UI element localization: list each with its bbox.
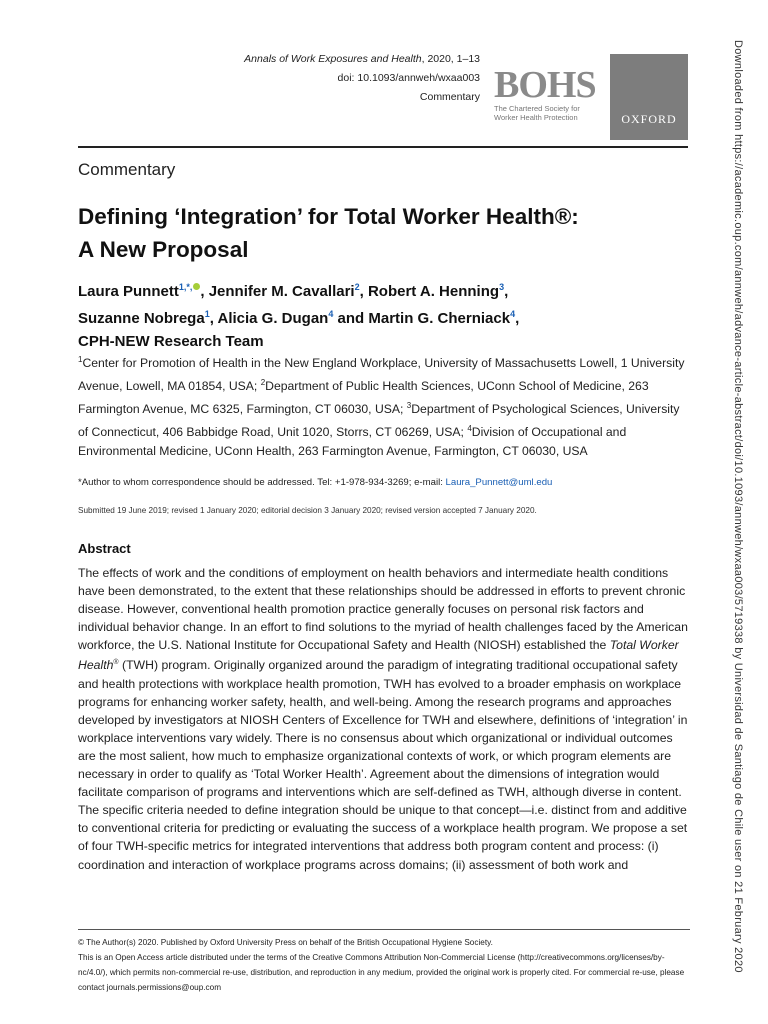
affiliation-marker[interactable]: 4 [510,309,516,319]
email-link[interactable]: Laura_Punnett@uml.edu [445,477,553,488]
journal-volume: , 2020, 1–13 [421,53,480,65]
author-name[interactable]: and Martin G. Cherniack [333,310,511,327]
copyright-line: © The Author(s) 2020. Published by Oxford University Press on behalf of the British Occupational Hygiene Society. [78,938,493,947]
affiliations: $^1$Center for Promotion of Health in the New England Workplace, University of Massachusetts Lowell, 1 University Avenue, Lowell, MA 01854, USA; $^2$Department of Public Health Sciences, UConn School of Medicine, 263 Farmington Avenue, MC 6325, Farmington, CT 06030, USA; $^3$Department of Psychological Sciences, University of Connecticut, 406 Babbidge Road, Unit 1020, Storrs, CT 06269, USA; $^4$Division of Occupational and Environmental Medicine, UConn Health, 263 Farmington Avenue, Farmington, CT 06030, USA [78,355,685,459]
license-text: This is an Open Access article distributed under the terms of the Creative Commons Attribution Non-Commercial License (http://creativecommons.org/licenses/by-nc/4.0/), which permits non-commercial re-use, distribution, and reproduction in any medium, provided the original work is properly cited. For commercial re-use, please contact journals.permissions@oup.com [78,953,685,992]
download-note-text[interactable]: Downloaded from https://academic.oup.com/annweh/advance-article-abstract/doi/10.1093/annweh/wxaa003/5719338 by Universidad de Santiago de Chile user on 21 February 2020 [732,40,744,973]
author-name[interactable]: , Alicia G. Dugan [209,310,329,327]
oxford-logo [610,54,688,140]
publisher-name: OXFORD [621,112,677,126]
doi[interactable]: doi: 10.1093/annweh/wxaa003 [337,72,480,84]
affiliation-marker[interactable]: 2 [354,282,360,292]
correspondence-note: *Author to whom correspondence should be addressed. Tel: +1-978-934-3269; e-mail: Laura_Punnett@uml.edu [78,477,553,488]
article-title: Defining ‘Integration’ for Total Worker Health®: A New Proposal [78,204,579,262]
affiliation-marker[interactable]: 3 [499,282,505,292]
affiliation-marker[interactable]: 1,*, [178,282,193,292]
article-type: Commentary [419,91,480,103]
abstract-text: The effects of work and the conditions of employment on health behaviors and intermediate health conditions have been demonstrated, to the extent that these relationships should be addressed in efforts to prevent chronic disease. However, conventional health promotion practice generally focuses on personal risk factors and individual behavior change. In an effort to find solutions to the myriad of health challenges faced by the American workforce, the U.S. National Institute for Occupational Safety and Health (NIOSH) established the Total Worker Health® (TWH) program. Originally organized around the paradigm of integrating traditional occupational safety and health protections with workplace health promotion, TWH has evolved to a broader emphasis on workplace programs for enhancing worker safety, health, and well-being. Among the research programs and approaches developed by investigators at NIOSH Centers of Excellence for TWH and elsewhere, definitions of ‘integration’ in workplace interventions vary widely. There is no consensus about which organizational or individual outcomes are the most salient, how much to emphasize organizational contexts of work, or which program elements are necessary in order to qualify as ‘Total Worker Health’. Agreement about the dimensions of integration would facilitate comparison of programs and interventions which are self-defined as TWH, although diverse in content. The specific criteria needed to define integration should be unique to that concept—i.e. distinct from and additive to conventional criteria for predicting or evaluating the success of a workplace health program. We propose a set of four TWH-specific metrics for integrated interventions that address both program content and process: (i) coordination and interaction of workplace programs across domains; (ii) assessment of both work and [78,566,688,872]
abstract-heading: Abstract [78,541,131,556]
section-label: Commentary [78,160,176,179]
journal-name: Annals of Work Exposures and Health [244,53,422,65]
affiliation-marker[interactable]: 4 [328,309,334,319]
license-footer [78,935,692,995]
author-name[interactable]: Laura Punnett [78,283,179,300]
submission-history: Submitted 19 June 2019; revised 1 January 2020; editorial decision 3 January 2020; revised version accepted 7 January 2020. [78,506,537,515]
bohs-logo-letters: BOHS [494,64,596,106]
author-name[interactable]: , Jennifer M. Cavallari [200,283,355,300]
download-note [728,40,748,990]
header-divider [78,146,688,148]
bohs-logo [494,66,604,126]
author-name[interactable]: , Robert A. Henning [359,283,500,300]
author-name[interactable]: Suzanne Nobrega [78,310,205,327]
research-team: CPH-NEW Research Team [78,333,264,350]
journal-info [244,50,480,107]
affiliation-marker[interactable]: 1 [204,309,210,319]
footer-divider [78,929,690,930]
bohs-tagline: The Chartered Society for Worker Health Protection [494,104,580,122]
author-list: Laura Punnett$^{1,*,}$ , Jennifer M. Cavallari$^2$, Robert A. Henning$^3$, Suzanne Nobrega$^1$, Alicia G. Dugan$^4$ and Martin G. Cherniack$^4$, CPH-NEW Research Team [78,282,520,350]
